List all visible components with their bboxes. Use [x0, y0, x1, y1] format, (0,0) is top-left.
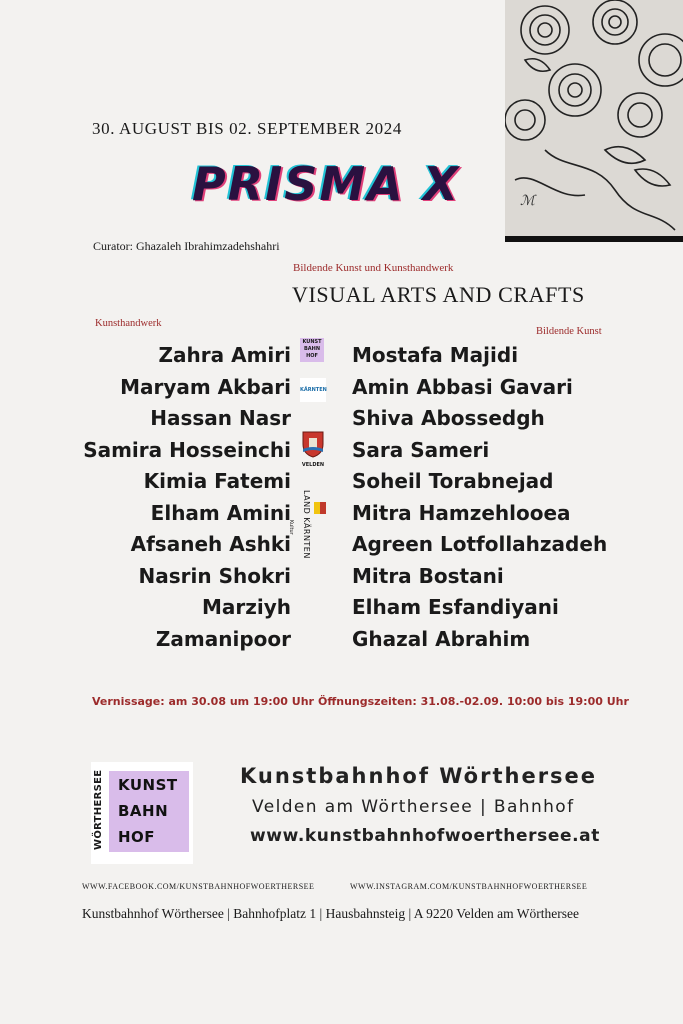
- artist-name: Mitra Bostani: [352, 563, 504, 588]
- artwork-image: [505, 0, 683, 242]
- venue-name: Kunstbahnhof Wörthersee: [240, 764, 598, 788]
- svg-text:ℳ: ℳ: [520, 194, 535, 209]
- category-crafts-label: Kunsthandwerk: [95, 318, 162, 329]
- artist-name: Zahra Amiri: [158, 343, 291, 367]
- vernissage-info: Vernissage: am 30.08 um 19:00 Uhr: [92, 695, 314, 708]
- artist-name: Nasrin Shokri: [138, 563, 291, 588]
- kunstbahnhof-small-logo: KUNST BAHN HOF: [300, 338, 324, 362]
- artist-name: Amin Abbasi Gavari: [352, 374, 573, 399]
- kaernten-logo: KÄRNTEN: [300, 378, 326, 402]
- curator-text: Curator: Ghazaleh Ibrahimzadehshahri: [93, 239, 280, 253]
- venue-location: Velden am Wörthersee | Bahnhof: [252, 797, 575, 817]
- instagram-link[interactable]: WWW.INSTAGRAM.COM/KUNSTBAHNHOFWOERTHERSEE: [350, 882, 588, 891]
- artist-name: Maryam Akbari: [120, 374, 291, 399]
- artist-name: Mostafa Majidi: [352, 343, 519, 367]
- artist-name: Kimia Fatemi: [143, 469, 291, 493]
- category-visual-arts-label: Bildende Kunst: [536, 326, 602, 337]
- artist-name: Hassan Nasr: [150, 406, 291, 430]
- subtitle-english: VISUAL ARTS AND CRAFTS: [292, 282, 585, 307]
- artist-name: Afsaneh Ashki: [130, 532, 291, 556]
- event-date: 30. AUGUST BIS 02. SEPTEMBER 2024: [92, 119, 402, 138]
- artist-name: Elham Amini: [150, 500, 291, 525]
- venue-website-link[interactable]: www.kunstbahnhofwoerthersee.at: [250, 826, 600, 846]
- artist-name: Zamanipoor: [155, 626, 291, 651]
- artist-name: Shiva Abossedgh: [352, 406, 545, 430]
- opening-hours-time: 10:00 bis 19:00 Uhr: [507, 695, 629, 708]
- artist-list-crafts: [83, 340, 291, 655]
- facebook-link[interactable]: WWW.FACEBOOK.COM/KUNSTBAHNHOFWOERTHERSEE: [82, 882, 315, 891]
- land-kaernten-logo: LAND KÄRNTEN Kultur: [300, 490, 328, 586]
- kunstbahnhof-logo: KUNST BAHN HOF WÖRTHERSEE: [91, 762, 193, 864]
- artist-name: Agreen Lotfollahzadeh: [352, 532, 608, 556]
- venue-address: Kunstbahnhof Wörthersee | Bahnhofplatz 1 | Hausbahnsteig | A 9220 Velden am Wörthersee: [82, 906, 579, 921]
- artist-name: Ghazal Abrahim: [352, 626, 531, 651]
- velden-crest-logo: VELDEN: [300, 430, 326, 466]
- subtitle-german: Bildende Kunst und Kunsthandwerk: [293, 262, 454, 274]
- exhibition-title: PRISMA X: [192, 157, 461, 211]
- artist-name: Mitra Hamzehlooea: [352, 500, 571, 525]
- artist-name: Sara Sameri: [352, 437, 490, 462]
- opening-hours-dates: Öffnungszeiten: 31.08.-02.09.: [318, 695, 504, 708]
- artist-name: Soheil Torabnejad: [352, 469, 554, 493]
- artist-list-visual-arts: [352, 340, 607, 655]
- artist-name: Elham Esfandiyani: [352, 595, 559, 619]
- artist-name: Samira Hosseinchi: [83, 437, 291, 462]
- artist-name: Marziyh: [201, 595, 291, 619]
